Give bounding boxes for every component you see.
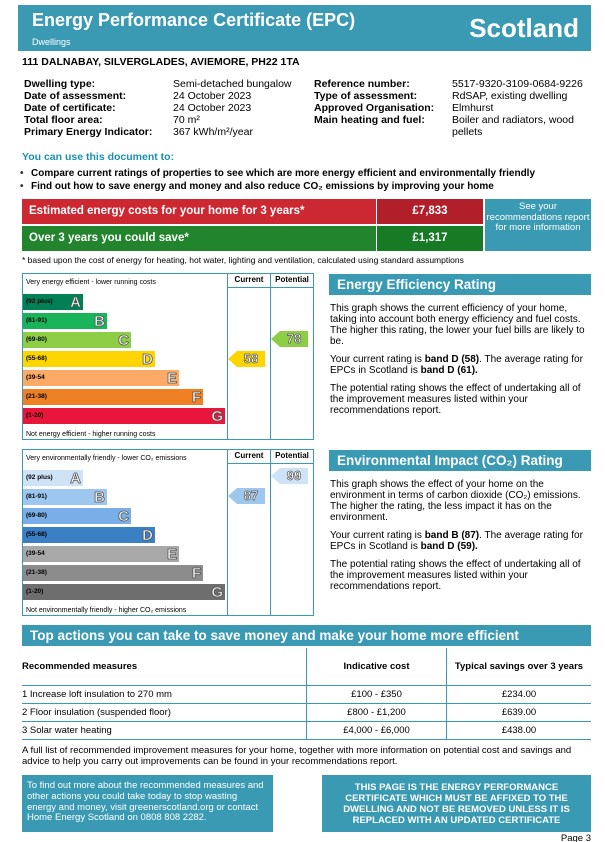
band-letter: E (166, 546, 177, 563)
current-column-header: Current (234, 451, 264, 460)
header-divider (227, 463, 313, 464)
bullet-icon: • (20, 168, 24, 179)
text-span: . The average rating for EPCs in Scotland is (330, 354, 583, 376)
band-letter: D (142, 527, 153, 544)
band-b (23, 489, 107, 505)
column-divider (227, 450, 228, 615)
detail-label: Main heating and fuel: (314, 114, 425, 126)
document-subtitle: Dwellings (32, 37, 71, 47)
band-range: (81-91) (26, 317, 47, 324)
header-banner (18, 5, 591, 51)
band-range: (21-38) (26, 569, 47, 576)
detail-row (314, 102, 592, 114)
column-header: Indicative cost (306, 648, 446, 685)
band-range: (1-20) (26, 588, 44, 595)
saving-cell: £438.00 (446, 722, 591, 739)
current-band: band B (87) (424, 530, 480, 541)
band-letter: E (166, 370, 177, 387)
detail-label: Date of certificate: (24, 102, 116, 114)
estimated-cost-value: £7,833 (377, 199, 483, 224)
measure-cell: 1 Increase loft insulation to 270 mm (22, 689, 172, 700)
find-out-more-box: To find out more about the recommended measures and other actions you could take today to stop wasting energy and money, visit greenerscotland.org or contact Home Energy Scotland on 0808 808 2282. (22, 775, 273, 832)
detail-value: 70 m² (173, 114, 200, 126)
column-divider (270, 274, 271, 439)
estimated-cost-label: Estimated energy costs for your home for 3 years* (22, 199, 376, 224)
band-range: (81-91) (26, 493, 47, 500)
text-span: Your current rating is (330, 354, 425, 365)
measure-cell: 2 Floor insulation (suspended floor) (22, 707, 171, 718)
potential-column-header: Potential (275, 275, 309, 284)
detail-label: Primary Energy Indicator: (24, 126, 153, 138)
full-list-note: A full list of recommended improvement measures for your home, together with more information on potential cost and savings and advice to help you carry out improvements can be found in your recommendations report. (22, 745, 572, 767)
panel-paragraph (330, 530, 588, 552)
cost-cell: £4,000 - £6,000 (306, 722, 446, 739)
table-row (22, 704, 591, 722)
detail-value: RdSAP, existing dwelling (452, 90, 568, 102)
band-range: (69-80) (26, 512, 47, 519)
band-letter: A (70, 294, 81, 311)
detail-row (24, 102, 313, 114)
measure-cell: 3 Solar water heating (22, 725, 112, 736)
average-band: band D (59). (420, 541, 478, 552)
potential-column-header: Potential (275, 451, 309, 460)
table-header-row (22, 648, 591, 686)
band-letter: C (118, 508, 129, 525)
band-letter: A (70, 470, 81, 487)
arrow-tip (228, 488, 237, 504)
band-range: (92 plus) (26, 298, 53, 305)
band-f (23, 565, 203, 581)
band-letter: B (94, 489, 105, 506)
detail-value: Elmhurst (452, 102, 494, 114)
bullet-item (20, 168, 535, 181)
use-document-title: You can use this document to: (22, 151, 175, 163)
band-a (23, 294, 83, 310)
energy-efficiency-text (330, 303, 588, 423)
arrow-value: 78 (280, 331, 308, 347)
average-band: band D (61). (420, 365, 478, 376)
bullet-text: Compare current ratings of properties to see which are more energy efficient and environmentally friendly (31, 168, 536, 179)
detail-value: 367 kWh/m²/year (173, 126, 253, 138)
band-g (23, 408, 225, 424)
saving-value: £1,317 (377, 226, 483, 251)
detail-value: Boiler and radiators, wood pellets (452, 114, 574, 138)
use-bullets (20, 168, 535, 193)
column-header: Typical savings over 3 years (446, 648, 591, 685)
detail-value: 24 October 2023 (173, 90, 252, 102)
band-letter: G (211, 408, 223, 425)
detail-row (314, 78, 592, 90)
details-right (314, 78, 592, 138)
band-b (23, 313, 107, 329)
arrow-tip (271, 331, 280, 347)
arrow-value: 87 (237, 488, 265, 504)
arrow-value: 99 (280, 468, 308, 484)
band-range: (55-68) (26, 531, 47, 538)
arrow-value: 58 (237, 351, 265, 367)
band-d (23, 527, 155, 543)
country-label: Scotland (469, 13, 579, 43)
detail-label: Type of assessment: (314, 90, 418, 102)
top-actions-title: Top actions you can take to save money and make your home more efficient (22, 625, 591, 646)
detail-row (24, 126, 313, 138)
cost-footnote: * based upon the cost of energy for heating, hot water, lighting and ventilation, calculated using standard assumptions (22, 255, 464, 265)
arrow-tip (228, 351, 237, 367)
band-e (23, 546, 179, 562)
cost-cell: £800 - £1,200 (306, 704, 446, 721)
band-letter: F (191, 389, 201, 406)
band-range: (92 plus) (26, 474, 53, 481)
energy-efficiency-chart (22, 273, 314, 440)
band-range: (21-38) (26, 393, 47, 400)
band-range: (55-68) (26, 355, 47, 362)
saving-cell: £639.00 (446, 704, 591, 721)
panel-paragraph: The potential rating shows the effect of undertaking all of the improvement measures listed within your recommendations report. (330, 559, 581, 592)
header-divider (227, 287, 313, 288)
see-recommendations-box: See your recommendations report for more information (485, 199, 591, 251)
page-number: Page 3 (560, 833, 591, 842)
panel-paragraph (330, 354, 588, 376)
detail-label: Approved Organisation: (314, 102, 435, 114)
current-column-header: Current (234, 275, 264, 284)
detail-value: 24 October 2023 (173, 102, 252, 114)
arrow-tip (271, 468, 280, 484)
detail-value: 5517-9320-3109-0684-9226 (452, 78, 583, 90)
band-letter: C (118, 332, 129, 349)
column-header: Recommended measures (22, 661, 138, 672)
band-letter: D (142, 351, 153, 368)
environmental-impact-chart (22, 449, 314, 616)
bullet-icon: • (20, 180, 24, 192)
saving-label: Over 3 years you could save* (22, 226, 376, 251)
chart-top-caption: Very environmentally friendly - lower CO₂ emissions (26, 455, 187, 462)
band-d (23, 351, 155, 367)
saving-cell: £234.00 (446, 686, 591, 703)
panel-paragraph: The potential rating shows the effect of undertaking all of the improvement measures listed within your recommendations report. (330, 383, 581, 416)
chart-top-caption: Very energy efficient - lower running costs (26, 279, 156, 286)
current-band: band D (58) (424, 354, 480, 365)
band-letter: F (191, 565, 201, 582)
environmental-impact-text (330, 479, 588, 599)
bullet-text: Find out how to save energy and money and also reduce CO₂ emissions by improving your home (31, 180, 494, 192)
chart-bottom-caption: Not environmentally friendly - higher CO₂ emissions (26, 607, 187, 614)
band-letter: B (94, 313, 105, 330)
detail-row (24, 78, 313, 90)
detail-row (24, 90, 313, 102)
band-range: (39-54 (26, 550, 45, 557)
chart-bottom-caption: Not energy efficient - higher running costs (26, 431, 156, 438)
detail-value: Semi-detached bungalow (173, 78, 292, 90)
band-a (23, 470, 83, 486)
band-range: (39-54 (26, 374, 45, 381)
panel-paragraph: This graph shows the effect of your home on the environment in terms of carbon dioxide (CO₂) emissions. The higher the rating, the less impact it has on the environment. (330, 479, 581, 523)
detail-row (314, 90, 592, 102)
detail-label: Total floor area: (24, 114, 103, 126)
detail-label: Date of assessment: (24, 90, 127, 102)
cost-cell: £100 - £350 (306, 686, 446, 703)
details-left (24, 78, 313, 138)
certificate-notice-box: THIS PAGE IS THE ENERGY PERFORMANCE CERTIFICATE WHICH MUST BE AFFIXED TO THE DWELLING AND NOT BE REMOVED UNLESS IT IS REPLACED WITH AN UPDATED CERTIFICATE (322, 775, 591, 832)
table-row (22, 722, 591, 740)
band-e (23, 370, 179, 386)
document-title: Energy Performance Certificate (EPC) (32, 10, 356, 30)
band-f (23, 389, 203, 405)
detail-row (24, 114, 313, 126)
environmental-impact-title: Environmental Impact (CO₂) Rating (329, 450, 591, 471)
energy-efficiency-title: Energy Efficiency Rating (329, 274, 591, 295)
band-c (23, 332, 131, 348)
bullet-item (20, 181, 535, 194)
band-c (23, 508, 131, 524)
band-range: (1-20) (26, 412, 44, 419)
panel-paragraph: This graph shows the current efficiency of your home, taking into account both energy efficiency and fuel costs. The higher this rating, the lower your fuel bills are likely to be. (330, 303, 585, 347)
text-span: . The average rating for EPCs in Scotland is (330, 530, 583, 552)
detail-label: Reference number: (314, 78, 410, 90)
detail-row (314, 114, 592, 138)
band-letter: G (211, 584, 223, 601)
table-row (22, 686, 591, 704)
band-g (23, 584, 225, 600)
detail-label: Dwelling type: (24, 78, 96, 90)
property-address: 111 DALNABAY, SILVERGLADES, AVIEMORE, PH22 1TA (22, 56, 300, 68)
text-span: Your current rating is (330, 530, 425, 541)
band-range: (69-80) (26, 336, 47, 343)
